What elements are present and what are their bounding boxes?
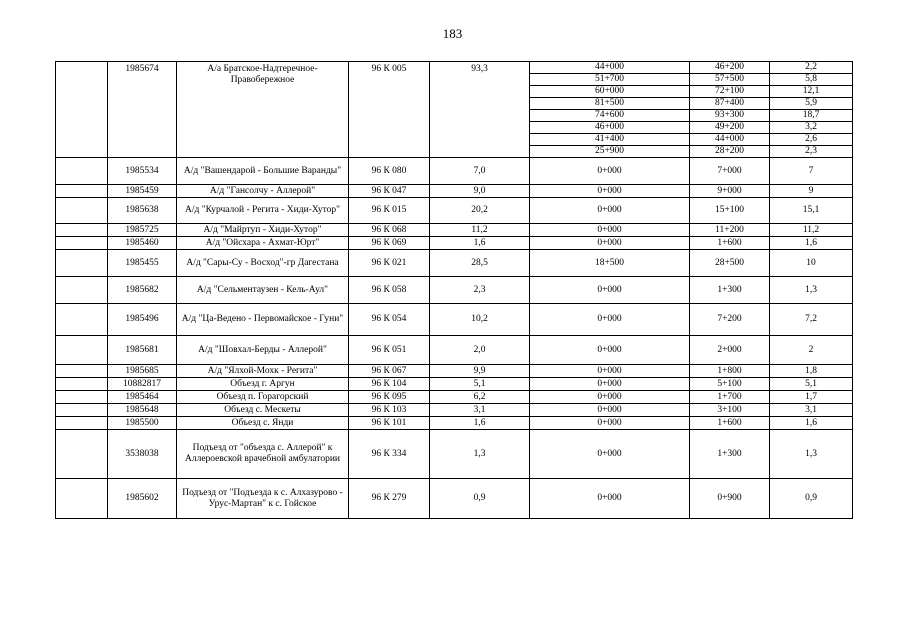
segment-start-cell: 0+000: [530, 237, 690, 250]
road-length-cell: 1,6: [430, 237, 530, 250]
road-name-cell: А/а Братское-Надтеречное-Правобережное: [177, 62, 349, 158]
segment-start-cell: 18+500: [530, 250, 690, 277]
segment-end-cell: 7+200: [690, 304, 770, 336]
table-row: [56, 378, 853, 391]
segment-start-cell: 0+000: [530, 404, 690, 417]
road-name-cell: А/д "Гансолчу - Аллерой": [177, 185, 349, 198]
id-cell: 1985460: [108, 237, 177, 250]
segment-start-cell: 0+000: [530, 391, 690, 404]
table-row: [56, 158, 853, 185]
id-cell: 1985464: [108, 391, 177, 404]
number-cell: [56, 158, 108, 185]
road-length-cell: 1,3: [430, 430, 530, 479]
segment-end-cell: 5+100: [690, 378, 770, 391]
table-row: [56, 336, 853, 365]
table-row: [56, 198, 853, 224]
road-code-cell: 96 К 068: [349, 224, 430, 237]
table-row: [56, 237, 853, 250]
id-cell: 1985455: [108, 250, 177, 277]
segment-start-cell: 81+500: [530, 98, 690, 110]
segment-start-cell: 0+000: [530, 198, 690, 224]
segment-start-cell: 0+000: [530, 277, 690, 304]
segment-length-cell: 2: [770, 336, 853, 365]
road-code-cell: 96 К 095: [349, 391, 430, 404]
road-length-cell: 28,5: [430, 250, 530, 277]
road-code-cell: 96 К 069: [349, 237, 430, 250]
segment-end-cell: 1+300: [690, 277, 770, 304]
segment-length-cell: 1,3: [770, 277, 853, 304]
road-length-cell: 1,6: [430, 417, 530, 430]
id-cell: 1985682: [108, 277, 177, 304]
segment-length-cell: 2,3: [770, 146, 853, 158]
number-cell: [56, 336, 108, 365]
table-row: [56, 417, 853, 430]
segment-length-cell: 0,9: [770, 479, 853, 519]
segment-end-cell: 57+500: [690, 74, 770, 86]
road-length-cell: 2,3: [430, 277, 530, 304]
road-code-cell: 96 К 104: [349, 378, 430, 391]
segment-start-cell: 44+000: [530, 62, 690, 74]
segment-start-cell: 60+000: [530, 86, 690, 98]
number-cell: [56, 430, 108, 479]
number-cell: [56, 250, 108, 277]
table-row: [56, 277, 853, 304]
id-cell: 1985638: [108, 198, 177, 224]
road-name-cell: Подъезд от "объезда с. Аллерой" к Аллероевской врачебной амбулатории: [177, 430, 349, 479]
id-cell: 1985681: [108, 336, 177, 365]
road-length-cell: 5,1: [430, 378, 530, 391]
table-row: [56, 391, 853, 404]
segment-end-cell: 11+200: [690, 224, 770, 237]
segment-end-cell: 93+300: [690, 110, 770, 122]
road-length-cell: 9,0: [430, 185, 530, 198]
segment-start-cell: 0+000: [530, 185, 690, 198]
id-cell: 10882817: [108, 378, 177, 391]
number-cell: [56, 378, 108, 391]
segment-start-cell: 74+600: [530, 110, 690, 122]
segment-length-cell: 5,8: [770, 74, 853, 86]
segment-start-cell: 0+000: [530, 336, 690, 365]
segment-end-cell: 2+000: [690, 336, 770, 365]
road-length-cell: 20,2: [430, 198, 530, 224]
road-code-cell: 96 К 021: [349, 250, 430, 277]
segment-length-cell: 12,1: [770, 86, 853, 98]
number-cell: [56, 304, 108, 336]
road-code-cell: 96 К 101: [349, 417, 430, 430]
segment-end-cell: 9+000: [690, 185, 770, 198]
segment-end-cell: 1+700: [690, 391, 770, 404]
table-row: [56, 62, 853, 74]
segment-end-cell: 28+200: [690, 146, 770, 158]
table-row: [56, 250, 853, 277]
road-name-cell: Объезд с. Мескеты: [177, 404, 349, 417]
segment-length-cell: 1,8: [770, 365, 853, 378]
road-length-cell: 2,0: [430, 336, 530, 365]
table-row: [56, 185, 853, 198]
segment-start-cell: 41+400: [530, 134, 690, 146]
id-cell: 1985602: [108, 479, 177, 519]
road-name-cell: А/д "Курчалой - Регита - Хиди-Хутор": [177, 198, 349, 224]
segment-length-cell: 2,6: [770, 134, 853, 146]
id-cell: 3538038: [108, 430, 177, 479]
segment-length-cell: 7,2: [770, 304, 853, 336]
road-name-cell: А/д "Ца-Ведено - Первомайское - Гуни": [177, 304, 349, 336]
segment-length-cell: 18,7: [770, 110, 853, 122]
road-length-cell: 10,2: [430, 304, 530, 336]
segment-length-cell: 5,1: [770, 378, 853, 391]
number-cell: [56, 391, 108, 404]
id-cell: 1985534: [108, 158, 177, 185]
segment-end-cell: 72+100: [690, 86, 770, 98]
segment-length-cell: 9: [770, 185, 853, 198]
road-code-cell: 96 К 058: [349, 277, 430, 304]
segment-end-cell: 44+000: [690, 134, 770, 146]
road-length-cell: 93,3: [430, 62, 530, 158]
road-name-cell: А/д "Вашендарой - Большие Варанды": [177, 158, 349, 185]
number-cell: [56, 479, 108, 519]
road-code-cell: 96 К 067: [349, 365, 430, 378]
table-row: [56, 304, 853, 336]
number-cell: [56, 404, 108, 417]
road-length-cell: 7,0: [430, 158, 530, 185]
id-cell: 1985459: [108, 185, 177, 198]
road-code-cell: 96 К 054: [349, 304, 430, 336]
number-cell: [56, 365, 108, 378]
segment-start-cell: 51+700: [530, 74, 690, 86]
id-cell: 1985725: [108, 224, 177, 237]
road-code-cell: 96 К 015: [349, 198, 430, 224]
number-cell: [56, 224, 108, 237]
segment-end-cell: 1+300: [690, 430, 770, 479]
segment-start-cell: 0+000: [530, 479, 690, 519]
segment-length-cell: 3,1: [770, 404, 853, 417]
segment-end-cell: 15+100: [690, 198, 770, 224]
road-name-cell: А/д "Ойсхара - Ахмат-Юрт": [177, 237, 349, 250]
segment-end-cell: 49+200: [690, 122, 770, 134]
id-cell: 1985500: [108, 417, 177, 430]
road-length-cell: 0,9: [430, 479, 530, 519]
road-name-cell: Объезд с. Янди: [177, 417, 349, 430]
segment-start-cell: 0+000: [530, 430, 690, 479]
segment-start-cell: 25+900: [530, 146, 690, 158]
segment-end-cell: 1+600: [690, 237, 770, 250]
id-cell: 1985685: [108, 365, 177, 378]
segment-length-cell: 1,6: [770, 417, 853, 430]
road-length-cell: 9,9: [430, 365, 530, 378]
road-length-cell: 3,1: [430, 404, 530, 417]
segment-start-cell: 0+000: [530, 224, 690, 237]
segment-start-cell: 0+000: [530, 365, 690, 378]
segment-length-cell: 11,2: [770, 224, 853, 237]
road-code-cell: 96 К 047: [349, 185, 430, 198]
road-length-cell: 6,2: [430, 391, 530, 404]
segment-end-cell: 1+800: [690, 365, 770, 378]
segment-start-cell: 0+000: [530, 417, 690, 430]
road-name-cell: А/д "Сары-Су - Восход"-гр Дагестана: [177, 250, 349, 277]
roads-table: [55, 61, 853, 519]
segment-length-cell: 7: [770, 158, 853, 185]
id-cell: 1985496: [108, 304, 177, 336]
number-cell: [56, 237, 108, 250]
segment-end-cell: 0+900: [690, 479, 770, 519]
segment-length-cell: 5,9: [770, 98, 853, 110]
segment-length-cell: 15,1: [770, 198, 853, 224]
segment-end-cell: 1+600: [690, 417, 770, 430]
table-row: [56, 479, 853, 519]
segment-end-cell: 87+400: [690, 98, 770, 110]
number-cell: [56, 198, 108, 224]
road-name-cell: Объезд г. Аргун: [177, 378, 349, 391]
road-name-cell: А/д "Майртуп - Хиди-Хутор": [177, 224, 349, 237]
table-body: [56, 62, 853, 519]
id-cell: 1985674: [108, 62, 177, 158]
segment-end-cell: 3+100: [690, 404, 770, 417]
road-code-cell: 96 К 051: [349, 336, 430, 365]
road-name-cell: А/д "Сельментаузен - Кель-Аул": [177, 277, 349, 304]
segment-length-cell: 1,7: [770, 391, 853, 404]
table-row: [56, 365, 853, 378]
road-name-cell: А/д "Шовхал-Берды - Аллерой": [177, 336, 349, 365]
segment-end-cell: 28+500: [690, 250, 770, 277]
road-length-cell: 11,2: [430, 224, 530, 237]
number-cell: [56, 185, 108, 198]
segment-length-cell: 1,6: [770, 237, 853, 250]
number-cell: [56, 62, 108, 158]
segment-start-cell: 0+000: [530, 158, 690, 185]
number-cell: [56, 277, 108, 304]
segment-length-cell: 1,3: [770, 430, 853, 479]
road-code-cell: 96 К 005: [349, 62, 430, 158]
segment-length-cell: 10: [770, 250, 853, 277]
segment-end-cell: 7+000: [690, 158, 770, 185]
segment-end-cell: 46+200: [690, 62, 770, 74]
road-name-cell: Подъезд от "Подъезда к с. Алхазурово - Урус-Мартан" к с. Гойское: [177, 479, 349, 519]
road-code-cell: 96 К 279: [349, 479, 430, 519]
number-cell: [56, 417, 108, 430]
id-cell: 1985648: [108, 404, 177, 417]
road-name-cell: Объезд п. Горагорский: [177, 391, 349, 404]
road-code-cell: 96 К 334: [349, 430, 430, 479]
table-row: [56, 224, 853, 237]
segment-length-cell: 3,2: [770, 122, 853, 134]
segment-start-cell: 0+000: [530, 304, 690, 336]
segment-start-cell: 46+000: [530, 122, 690, 134]
road-code-cell: 96 К 103: [349, 404, 430, 417]
road-name-cell: А/д "Ялхой-Мохк - Регита": [177, 365, 349, 378]
road-code-cell: 96 К 080: [349, 158, 430, 185]
page-number: 183: [442, 26, 463, 41]
segment-start-cell: 0+000: [530, 378, 690, 391]
segment-length-cell: 2,2: [770, 62, 853, 74]
table-row: [56, 430, 853, 479]
table-row: [56, 404, 853, 417]
